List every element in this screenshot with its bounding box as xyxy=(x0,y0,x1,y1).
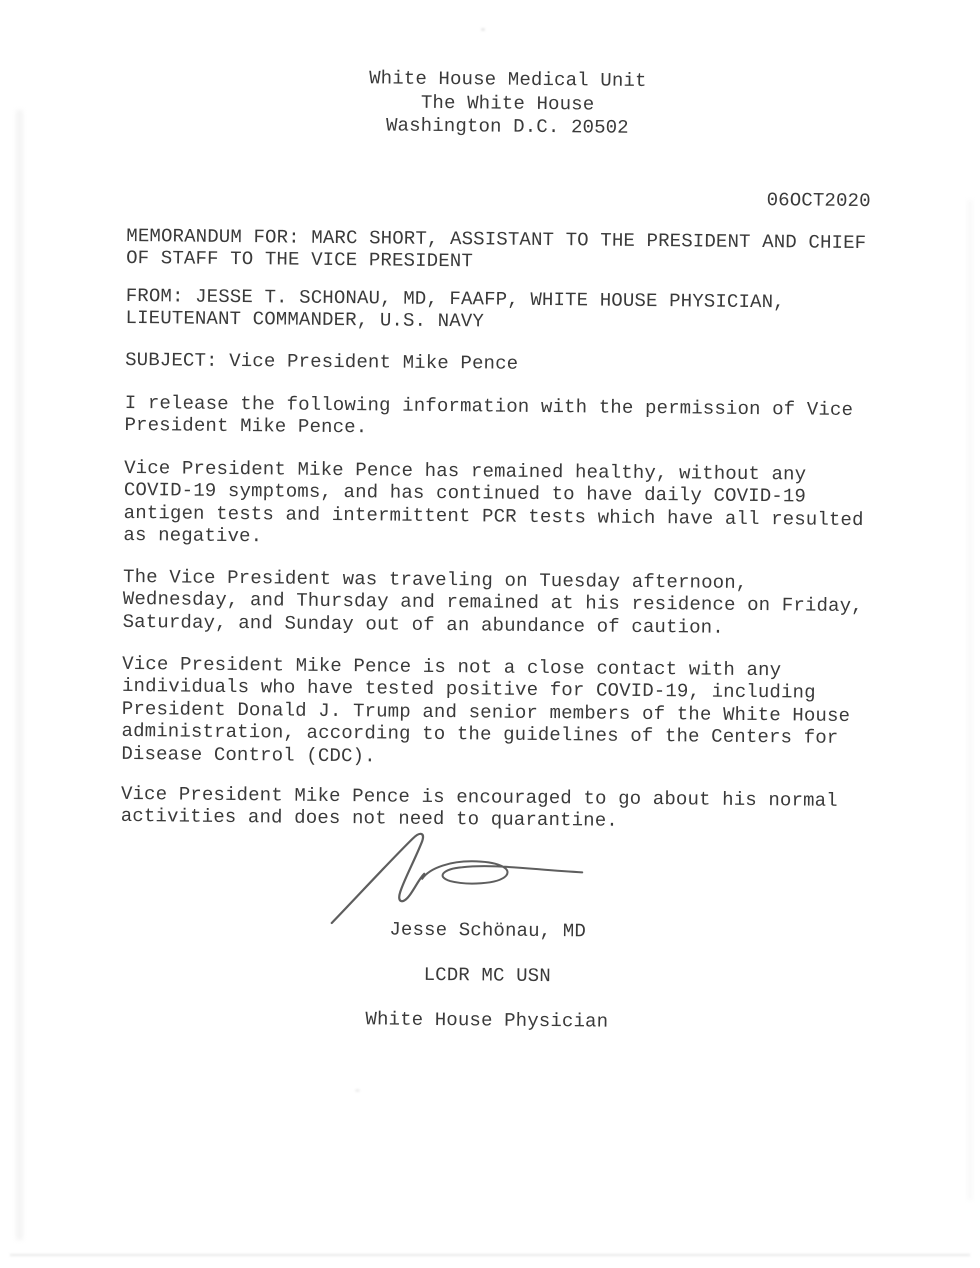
signatory-name: Jesse Schönau, MD xyxy=(389,918,587,943)
letterhead: White House Medical Unit The White House Washington D.C. 20502 xyxy=(369,67,647,139)
signature-block xyxy=(7,893,968,1059)
memorandum-for-line: MEMORANDUM FOR: MARC SHORT, ASSISTANT TO THE PRESIDENT AND CHIEF OF STAFF TO THE VICE PRESIDENT xyxy=(126,224,867,273)
from-line: FROM: JESSE T. SCHONAU, MD, FAAFP, WHITE HOUSE PHYSICIAN, LIEUTENANT COMMANDER, U.S. NAVY xyxy=(125,284,785,333)
paragraph-recommendation: Vice President Mike Pence is encouraged to go about his normal activities and does not need to quarantine. xyxy=(120,782,838,833)
subject-line: SUBJECT: Vice President Mike Pence xyxy=(125,348,519,375)
paragraph-release-statement: I release the following information with the permission of Vice President Mike Pence. xyxy=(124,391,854,439)
signatory-title: White House Physician xyxy=(365,1008,609,1033)
paragraph-close-contact: Vice President Mike Pence is not a close contact with any individuals who have tested positive for COVID-19, including President Donald J. Trump and senior members of the White House administration, according to the guidelines of the Centers for Disease Control (CDC). xyxy=(121,652,851,767)
date-line: 06OCT2020 xyxy=(766,189,871,213)
signatory-rank: LCDR MC USN xyxy=(423,964,551,988)
paragraph-health-status: Vice President Mike Pence has remained healthy, without any COVID-19 symptoms, and has continued to have daily COVID-19 antigen tests and intermittent PCR tests which have all resulted as negative. xyxy=(123,456,864,548)
paragraph-travel: The Vice President was traveling on Tuesday afternoon, Wednesday, and Thursday and remained at his residence on Friday, Saturday, and Sunday out of an abundance of caution. xyxy=(122,565,863,639)
